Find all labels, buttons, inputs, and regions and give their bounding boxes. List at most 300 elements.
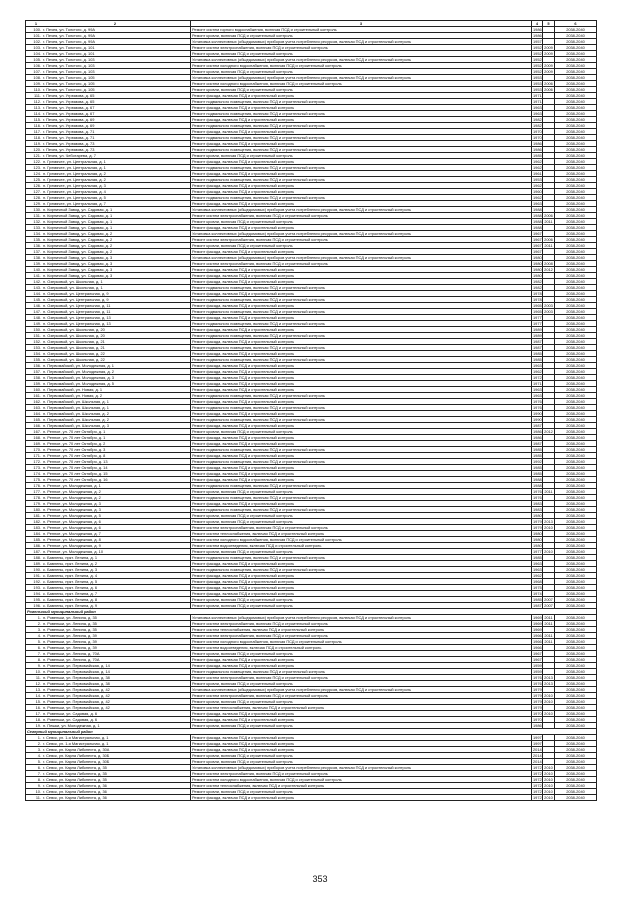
work-type-cell: Ремонт систем теплоснабжения, включая ПСД и строительный контроль [191, 531, 532, 537]
planned-period-cell: 2038-2040 [555, 789, 597, 795]
row-number: 100. [33, 26, 41, 32]
row-number: 11. [35, 794, 41, 800]
planned-period-cell: 2038-2040 [555, 105, 597, 111]
year-built-cell: 1986 [533, 146, 542, 152]
planned-period-cell: 2038-2040 [555, 501, 597, 507]
address-text: п. Ровеньки, ул. Ленина, д. 35 [43, 620, 97, 626]
address-text: г. Печея, ул. Толстого, д. 105 [43, 74, 95, 80]
last-repair-year-cell: 2010 [544, 770, 553, 776]
planned-period-cell: 2038-2040 [555, 213, 597, 219]
work-type-cell: Ремонт фасада, включая ПСД и строительный контроль [191, 105, 532, 111]
address-text: п. Гремячее, ул. Центральная, д. 5 [43, 194, 106, 200]
planned-period-cell: 2038-2040 [555, 615, 597, 621]
work-type-cell: Ремонт кровли, включая ПСД и строительный контроль [191, 603, 532, 609]
planned-period-cell: 2038-2040 [555, 27, 597, 33]
planned-period-cell: 2038-2040 [555, 795, 597, 801]
address-text: п. Репное, ул. 70 лет Октября, д. 1 [43, 434, 106, 440]
planned-period-cell: 2038-2040 [555, 687, 597, 693]
work-type-cell: Ремонт фасада, включая ПСД и строительный контроль [191, 477, 532, 483]
year-built-cell: 1971 [533, 92, 542, 98]
year-built-cell: 1978 [533, 290, 542, 296]
address-text: п. Репное, ул. Молодежная, д. 9 [43, 542, 101, 548]
row-number: 166. [33, 422, 41, 428]
row-number: 112. [33, 98, 41, 104]
address-text: г. Печея, ул. Толстого, д. 105 [43, 80, 95, 86]
row-number: 164. [33, 410, 41, 416]
address-text: г. Печея, ул. Угрюмова, д. 67 [43, 110, 95, 116]
work-type-cell: Ремонт подвального помещения, включая ПСД и строительный контроль [191, 111, 532, 117]
planned-period-cell: 2038-2040 [555, 381, 597, 387]
row-number: 148. [33, 314, 41, 320]
year-built-cell: 1979 [533, 686, 542, 692]
address-text: п. Озерковый, ул. Центральная, д. 13 [43, 320, 111, 326]
address-text: п. Кирпичный Завод, ул. Садовая, д. 3 [43, 260, 113, 266]
work-type-cell: Ремонт систем электроснабжения, включая ПСД и строительный контроль [191, 525, 532, 531]
planned-period-cell: 2038-2040 [555, 567, 597, 573]
address-text: п. Озерковый, ул. Школьная, д. 20 [43, 326, 105, 332]
work-type-cell: Установка коллективных (общедомовых) приборов учета потребления ресурсов, включая ПСД и строительный контроль [191, 615, 532, 621]
planned-period-cell: 2038-2040 [555, 531, 597, 537]
address-text: г. Печея, ул. Угрюмова, д. 67 [43, 104, 95, 110]
address-text: п. Гремячее, ул. Центральная, д. 2 [43, 170, 106, 176]
year-built-cell: 1960 [533, 188, 542, 194]
address-text: п. Ровеньки, ул. Первомайская, д. 42 [43, 704, 110, 710]
year-built-cell: 1979 [533, 698, 542, 704]
work-type-cell: Ремонт фасада, включая ПСД и строительный контроль [191, 465, 532, 471]
planned-period-cell: 2038-2040 [555, 135, 597, 141]
work-type-cell: Ремонт подвального помещения, включая ПСД и строительный контроль [191, 669, 532, 675]
address-text: п. Ровеньки, ул. Ленина, д. 39 [43, 638, 97, 644]
planned-period-cell: 2038-2040 [555, 123, 597, 129]
row-number: 174. [33, 470, 41, 476]
last-repair-year-cell: 2009 [544, 44, 553, 50]
year-built-cell: 2014 [533, 746, 542, 752]
table-body [26, 27, 597, 801]
last-repair-year-cell: 2006 [544, 86, 553, 92]
row-number: 120. [33, 146, 41, 152]
address-text: г. Севск, ул. Карла Либкнехта, д. 35 [43, 764, 107, 770]
planned-period-cell: 2038-2040 [555, 735, 597, 741]
year-built-cell: 1963 [533, 566, 542, 572]
address-text: г. Печея, ул. Угрюмова, д. 65 [43, 98, 95, 104]
work-type-cell: Ремонт систем электроснабжения, включая ПСД и строительный контроль [191, 261, 532, 267]
work-type-cell: Ремонт фасада, включая ПСД и строительный контроль [191, 747, 532, 753]
planned-period-cell: 2038-2040 [555, 747, 597, 753]
year-built-cell: 1987 [533, 338, 542, 344]
planned-period-cell: 2038-2040 [555, 675, 597, 681]
year-built-cell: 1990 [533, 410, 542, 416]
address-text: г. Печея, ул. Угрюмова, д. 65 [43, 92, 95, 98]
work-type-cell: Ремонт подвального помещения, включая ПСД и строительный контроль [191, 405, 532, 411]
year-built-cell: 1987 [533, 344, 542, 350]
row-number: 17. [35, 710, 41, 716]
address-text: г. Севск, ул. Карла Либкнехта, д. 30А [43, 746, 110, 752]
address-text: п. Ровеньки, ул. Первомайская, д. 42 [43, 686, 110, 692]
row-number: 156. [33, 362, 41, 368]
planned-period-cell: 2038-2040 [555, 759, 597, 765]
year-built-cell: 1966 [533, 632, 542, 638]
last-repair-year-cell: 2011 [544, 614, 553, 620]
row-number: 165. [33, 416, 41, 422]
planned-period-cell: 2038-2040 [555, 63, 597, 69]
work-type-cell: Ремонт кровли, включая ПСД и строительный контроль [191, 69, 532, 75]
row-number: 121. [33, 152, 41, 158]
work-type-cell: Ремонт фасада, включая ПСД и строительный контроль [191, 741, 532, 747]
address-text: п. Гремячее, ул. Центральная, д. 4 [43, 188, 106, 194]
row-number: 118. [33, 134, 41, 140]
planned-period-cell: 2038-2040 [555, 153, 597, 159]
address-text: г. Печея, ул. Толстого, д. 99А [43, 26, 95, 32]
address-text: п. Репное, ул. 70 лет Октября, д. 14 [43, 464, 108, 470]
year-built-cell: 1985 [533, 152, 542, 158]
planned-period-cell: 2038-2040 [555, 633, 597, 639]
address-text: п. Озерковый, ул. Центральная, д. 11 [43, 308, 111, 314]
work-type-cell: Ремонт подвального помещения, включая ПСД и строительный контроль [191, 459, 532, 465]
work-type-cell: Ремонт систем холодного водоснабжения, включая ПСД и строительный контроль [191, 81, 532, 87]
year-built-cell: 1962 [533, 194, 542, 200]
address-text: п. Гремячее, ул. Центральная, д. 7 [43, 200, 106, 206]
address-text: п. Репное, ул. Молодежная, д. 1 [43, 482, 101, 488]
planned-period-cell: 2038-2040 [555, 75, 597, 81]
year-built-cell: 2014 [533, 752, 542, 758]
work-type-cell: Ремонт подвального помещения, включая ПСД и строительный контроль [191, 483, 532, 489]
year-built-cell: 1967 [533, 656, 542, 662]
address-text: г. Печея, ул. Угрюмова, д. 73 [43, 140, 95, 146]
row-number: 149. [33, 320, 41, 326]
row-number: 183. [33, 524, 41, 530]
address-text: г. Севск, ул. 1-я Магистральная, д. 1 [43, 734, 109, 740]
work-type-cell: Ремонт кровли, включая ПСД и строительный контроль [191, 513, 532, 519]
year-built-cell: 1975 [533, 584, 542, 590]
address-text: п. Первомайский, ул. Молодежная, д. 1 [43, 362, 114, 368]
planned-period-cell: 2038-2040 [555, 573, 597, 579]
work-type-cell: Ремонт систем электроснабжения, включая ПСД и строительный контроль [191, 621, 532, 627]
last-repair-year-cell: 2006 [544, 236, 553, 242]
planned-period-cell: 2038-2040 [555, 69, 597, 75]
work-type-cell: Ремонт фасада, включая ПСД и строительный контроль [191, 435, 532, 441]
row-number: 158. [33, 374, 41, 380]
row-number: 9. [37, 662, 41, 668]
year-built-cell: 1967 [533, 230, 542, 236]
year-built-cell: 1962 [533, 164, 542, 170]
planned-period-cell: 2038-2040 [555, 681, 597, 687]
work-type-cell: Ремонт кровли, включая ПСД и строительный контроль [191, 723, 532, 729]
year-built-cell: 1992 [533, 458, 542, 464]
year-built-cell: 1976 [533, 674, 542, 680]
year-built-cell: 1972 [533, 374, 542, 380]
last-repair-year-cell: 2010 [544, 524, 553, 530]
address-text: п. Гремячее, ул. Центральная, д. 3 [43, 182, 106, 188]
year-built-cell: 1980 [533, 254, 542, 260]
year-built-cell: 1983 [533, 506, 542, 512]
work-type-cell: Ремонт кровли, включая ПСД и строительный контроль [191, 33, 532, 39]
year-built-cell: 1988 [533, 482, 542, 488]
year-built-cell: 1980 [533, 530, 542, 536]
planned-period-cell: 2038-2040 [555, 417, 597, 423]
row-number: 161. [33, 392, 41, 398]
row-number: 155. [33, 356, 41, 362]
address-text: п. Ровеньки, ул. Первомайская, д. 38 [43, 674, 110, 680]
work-type-cell: Ремонт фасада, включая ПСД и строительный контроль [191, 369, 532, 375]
row-number: 107. [33, 68, 41, 74]
year-built-cell: 1967 [533, 650, 542, 656]
year-built-cell: 1962 [533, 158, 542, 164]
planned-period-cell: 2038-2040 [555, 771, 597, 777]
table-row [26, 795, 597, 801]
year-built-cell: 1982 [533, 284, 542, 290]
address-text: п. Озерковый, ул. Центральная, д. 9 [43, 296, 109, 302]
work-type-cell: Ремонт фасада, включая ПСД и строительный контроль [191, 399, 532, 405]
address-text: п. Репное, ул. Молодежная, д. 3 [43, 500, 101, 506]
row-number: 138. [33, 254, 41, 260]
work-type-cell: Ремонт подвального помещения, включая ПСД и строительный контроль [191, 393, 532, 399]
address-text: п. Первомайский, ул. Новая, д. 1 [43, 386, 103, 392]
work-type-cell: Ремонт кровли, включая ПСД и строительный контроль [191, 243, 532, 249]
row-number: 175. [33, 476, 41, 482]
work-type-cell: Ремонт фасада, включая ПСД и строительный контроль [191, 183, 532, 189]
address-text: п. Ровеньки, ул. Первомайская, д. 42 [43, 692, 110, 698]
year-built-cell: 1988 [533, 218, 542, 224]
address-text: п. Озерковый, ул. Центральная, д. 9 [43, 290, 109, 296]
year-built-cell: 1976 [533, 680, 542, 686]
planned-period-cell: 2038-2040 [555, 489, 597, 495]
year-built-cell: 1952 [533, 56, 542, 62]
address-text: г. Севск, ул. Карла Либкнехта, д. 30Б [43, 758, 110, 764]
work-type-cell: Установка коллективных (общедомовых) приборов учета потребления ресурсов, включая ПСД и строительный контроль [191, 231, 532, 237]
address-text: п. Ровеньки, ул. Первомайская, д. 42 [43, 698, 110, 704]
work-type-cell: Ремонт систем электроснабжения, включая ПСД и строительный контроль [191, 675, 532, 681]
last-repair-year-cell: 2007 [544, 596, 553, 602]
work-type-cell: Ремонт подвального помещения, включая ПСД и строительный контроль [191, 147, 532, 153]
work-type-cell: Установка коллективных (общедомовых) приборов учета потребления ресурсов, включая ПСД и строительный контроль [191, 765, 532, 771]
planned-period-cell: 2038-2040 [555, 459, 597, 465]
row-number: 1. [37, 614, 41, 620]
address-text: п. Репное, ул. 70 лет Октября, д. 13 [43, 458, 108, 464]
work-type-cell: Ремонт фасада, включая ПСД и строительный контроль [191, 201, 532, 207]
last-repair-year-cell: 2012 [544, 428, 553, 434]
address-text: п. Озерковый, ул. Школьная, д. 20 [43, 332, 105, 338]
year-built-cell: 1976 [533, 404, 542, 410]
year-built-cell: 1979 [533, 524, 542, 530]
address-text: п. Озерковый, ул. Школьная, д. 1 [43, 278, 103, 284]
planned-period-cell: 2038-2040 [555, 639, 597, 645]
work-type-cell: Ремонт фасада, включая ПСД и строительный контроль [191, 663, 532, 669]
row-number: 122. [33, 158, 41, 164]
row-number: 142. [33, 278, 41, 284]
planned-period-cell: 2038-2040 [555, 261, 597, 267]
address-text: г. Печея, ул. Чеботарева, д. 7 [43, 152, 96, 158]
row-number: 6. [37, 764, 41, 770]
last-repair-year-cell: 2011 [544, 632, 553, 638]
planned-period-cell: 2038-2040 [555, 537, 597, 543]
row-number: 10. [35, 788, 41, 794]
year-built-cell: 1953 [533, 74, 542, 80]
row-number: 189. [33, 560, 41, 566]
address-text: г. Печея, ул. Угрюмова, д. 71 [43, 128, 95, 134]
planned-period-cell: 2038-2040 [555, 303, 597, 309]
last-repair-year-cell: 2013 [544, 674, 553, 680]
work-type-cell: Ремонт подвального помещения, включая ПСД и строительный контроль [191, 123, 532, 129]
work-type-cell: Ремонт систем холодного водоснабжения, включая ПСД и строительный контроль [191, 777, 532, 783]
work-type-cell: Ремонт систем теплоснабжения, включая ПСД и строительный контроль [191, 627, 532, 633]
last-repair-year-cell: 2010 [544, 692, 553, 698]
year-built-cell: 1971 [533, 98, 542, 104]
address-text: с. Бавлены, пркт. Ленина, д. 3 [43, 566, 97, 572]
address-text: п. Ровеньки, ул. Садовая, д. 6 [43, 716, 98, 722]
row-number: 16. [35, 704, 41, 710]
row-number: 157. [33, 368, 41, 374]
year-built-cell: 1963 [533, 200, 542, 206]
planned-period-cell: 2038-2040 [555, 405, 597, 411]
address-text: п. Озерковый, ул. Школьная, д. 21 [43, 338, 105, 344]
row-number: 116. [33, 122, 41, 128]
row-number: 154. [33, 350, 41, 356]
address-text: г. Печея, ул. Толстого, д. 99А [43, 32, 95, 38]
planned-period-cell: 2038-2040 [555, 165, 597, 171]
work-type-cell: Ремонт фасада, включая ПСД и строительный контроль [191, 267, 532, 273]
row-number: 2. [37, 740, 41, 746]
year-built-cell: 1953 [533, 86, 542, 92]
year-built-cell: 1963 [533, 362, 542, 368]
work-type-cell: Ремонт подвального помещения, включая ПСД и строительный контроль [191, 507, 532, 513]
work-type-cell: Установка коллективных (общедомовых) приборов учета потребления ресурсов, включая ПСД и строительный контроль [191, 207, 532, 213]
work-type-cell: Ремонт фасада, включая ПСД и строительный контроль [191, 375, 532, 381]
row-number: 135. [33, 236, 41, 242]
work-type-cell: Ремонт фасада, включая ПСД и строительный контроль [191, 351, 532, 357]
planned-period-cell: 2038-2040 [555, 477, 597, 483]
work-type-cell: Ремонт систем электроснабжения, включая ПСД и строительный контроль [191, 771, 532, 777]
work-type-cell: Ремонт подвального помещения, включая ПСД и строительный контроль [191, 177, 532, 183]
row-number: 185. [33, 536, 41, 542]
address-text: п. Ровеньки, ул. Ленина, д. 35 [43, 626, 97, 632]
year-built-cell: 1986 [533, 428, 542, 434]
row-number: 134. [33, 230, 41, 236]
row-number: 196. [33, 602, 41, 608]
row-number: 125. [33, 176, 41, 182]
year-built-cell: 1972 [533, 770, 542, 776]
address-text: п. Репное, ул. 70 лет Октября, д. 2 [43, 440, 106, 446]
planned-period-cell: 2038-2040 [555, 369, 597, 375]
work-type-cell: Ремонт фасада, включая ПСД и строительный контроль [191, 711, 532, 717]
planned-period-cell: 2038-2040 [555, 201, 597, 207]
planned-period-cell: 2038-2040 [555, 81, 597, 87]
row-number: 5. [37, 638, 41, 644]
work-type-cell: Ремонт фасада, включая ПСД и строительный контроль [191, 117, 532, 123]
year-built-cell: 1978 [533, 296, 542, 302]
year-built-cell: 1962 [533, 572, 542, 578]
work-type-cell: Ремонт подвального помещения, включая ПСД и строительный контроль [191, 345, 532, 351]
planned-period-cell: 2038-2040 [555, 483, 597, 489]
row-number: 105. [33, 56, 41, 62]
address-text: с. Бавлены, пркт. Ленина, д. 6 [43, 584, 97, 590]
address-text: г. Севск, ул. Карла Либкнехта, д. 36 [43, 794, 107, 800]
last-repair-year-cell: 2010 [544, 794, 553, 800]
planned-period-cell: 2038-2040 [555, 327, 597, 333]
planned-period-cell: 2038-2040 [555, 375, 597, 381]
address-text: с. Бавлены, пркт. Ленина, д. 5 [43, 578, 97, 584]
planned-period-cell: 2038-2040 [555, 645, 597, 651]
row-number: 168. [33, 434, 41, 440]
row-number: 162. [33, 398, 41, 404]
planned-period-cell: 2038-2040 [555, 471, 597, 477]
planned-period-cell: 2038-2040 [555, 117, 597, 123]
row-number: 195. [33, 596, 41, 602]
row-number: 123. [33, 164, 41, 170]
address-text: п. Репное, ул. 70 лет Октября, д. 8 [43, 452, 106, 458]
work-type-cell: Ремонт кровли, включая ПСД и строительный контроль [191, 699, 532, 705]
work-type-cell: Ремонт систем горного водоснабжения, включая ПСД и строительный контроль [191, 27, 532, 33]
year-built-cell: 1965 [533, 302, 542, 308]
address-text: п. Ровеньки, ул. Ленина, д. 39 [43, 644, 97, 650]
planned-period-cell: 2038-2040 [555, 387, 597, 393]
work-type-cell: Ремонт кровли, включая ПСД и строительный контроль [191, 759, 532, 765]
address-text: п. Репное, ул. 70 лет Октября, д. 1 [43, 428, 106, 434]
planned-period-cell: 2038-2040 [555, 87, 597, 93]
section-title: Северный муниципальный район [26, 729, 597, 735]
address-text: п. Репное, ул. 70 лет Октября, д. 15 [43, 470, 108, 476]
row-number: 137. [33, 248, 41, 254]
address-text: г. Печея, ул. Толстого, д. 101 [43, 44, 95, 50]
last-repair-year-cell: 2003 [544, 302, 553, 308]
planned-period-cell: 2038-2040 [555, 237, 597, 243]
row-number: 115. [33, 116, 41, 122]
planned-period-cell: 2038-2040 [555, 723, 597, 729]
year-built-cell: 1980 [533, 536, 542, 542]
year-built-cell: 1952 [533, 44, 542, 50]
work-type-cell: Ремонт кровли, включая ПСД и строительный контроль [191, 153, 532, 159]
address-text: п. Ровеньки, ул. Ленина, д. 39 [43, 632, 97, 638]
year-built-cell: 1976 [533, 494, 542, 500]
work-type-cell: Ремонт подвального помещения, включая ПСД и строительный контроль [191, 165, 532, 171]
planned-period-cell: 2038-2040 [555, 225, 597, 231]
year-built-cell: 1989 [533, 326, 542, 332]
row-number: 117. [33, 128, 41, 134]
planned-period-cell: 2038-2040 [555, 273, 597, 279]
year-built-cell: 1986 [533, 32, 542, 38]
year-built-cell: 1965 [533, 308, 542, 314]
address-text: п. Пешки, ул. Молодежная, д. 1 [43, 722, 100, 728]
last-repair-year-cell: 2010 [544, 548, 553, 554]
planned-period-cell: 2038-2040 [555, 291, 597, 297]
planned-period-cell: 2038-2040 [555, 363, 597, 369]
address-text: п. Озерковый, ул. Центральная, д. 13 [43, 314, 111, 320]
planned-period-cell: 2038-2040 [555, 399, 597, 405]
work-type-cell: Установка коллективных (общедомовых) приборов учета потребления ресурсов, включая ПСД и строительный контроль [191, 687, 532, 693]
year-built-cell: 1963 [533, 386, 542, 392]
row-number: 187. [33, 548, 41, 554]
row-number: 167. [33, 428, 41, 434]
year-built-cell: 1988 [533, 224, 542, 230]
work-type-cell: Ремонт подвального помещения, включая ПСД и строительный контроль [191, 357, 532, 363]
planned-period-cell: 2038-2040 [555, 543, 597, 549]
row-number: 7. [37, 770, 41, 776]
last-repair-year-cell: 2008 [544, 260, 553, 266]
address-text: г. Севск, ул. 1-я Магистральная, д. 1 [43, 740, 109, 746]
row-number: 191. [33, 572, 41, 578]
header-cell: 6 [555, 21, 597, 27]
capital-repair-table [25, 20, 597, 801]
row-number: 111. [34, 92, 41, 98]
year-built-cell: 1985 [533, 452, 542, 458]
year-built-cell: 1977 [533, 314, 542, 320]
year-built-cell: 1970 [533, 134, 542, 140]
address-text: г. Севск, ул. Карла Либкнехта, д. 35 [43, 776, 107, 782]
year-built-cell: 1980 [533, 512, 542, 518]
planned-period-cell: 2038-2040 [555, 111, 597, 117]
row-number: 171. [33, 452, 41, 458]
year-built-cell: 1985 [533, 356, 542, 362]
planned-period-cell: 2038-2040 [555, 333, 597, 339]
